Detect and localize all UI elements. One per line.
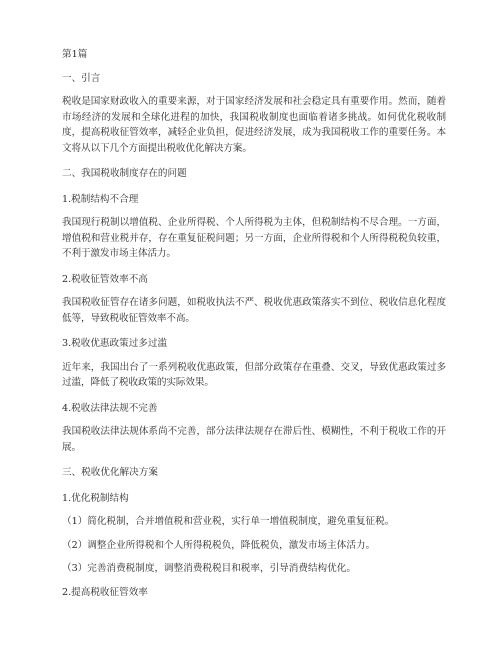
- problem-4-title: 4.税收法律法规不完善: [62, 402, 158, 414]
- document-page: [62, 47, 446, 600]
- page-label: 第1篇: [62, 49, 88, 60]
- solution-1-title: 1.优化税制结构: [62, 492, 129, 504]
- section-heading-problems: 二、我国税收制度存在的问题: [62, 168, 187, 179]
- solution-1-item: （2）调整企业所得税和个人所得税税负，降低税负，激发市场主体活力。: [62, 539, 376, 551]
- problem-3-paragraph: 近年来，我国出台了一系列税收优惠政策，但部分政策存在重叠、交叉，导致优惠政策过多过滥，降低了税收政策的实际效果。: [62, 361, 446, 388]
- section-heading-intro: 一、引言: [62, 72, 101, 84]
- problem-2-title: 2.税收征管效率不高: [62, 273, 148, 285]
- problem-1-paragraph: 我国现行税制以增值税、企业所得税、个人所得税为主体，但税制结构不尽合理。一方面，增值税和营业税并存，存在重复征税问题；另一方面，企业所得税和个人所得税税负较重，不利于激发市场主体活力。: [62, 217, 446, 259]
- problem-4-paragraph: 我国税收法律法规体系尚不完善，部分法律法规存在滞后性、模糊性，不利于税收工作的开展。: [62, 426, 446, 453]
- solution-1-item: （3）完善消费税制度，调整消费税税目和税率，引导消费结构优化。: [62, 563, 356, 574]
- intro-paragraph: 税收是国家财政收入的重要来源，对于国家经济发展和社会稳定具有重要作用。然而，随着市场经济的发展和全球化进程的加快，我国税收制度也面临着诸多挑战。如何优化税收制度，提高税收征管效率，减轻企业负担，促进经济发展，成为我国税收工作的重要任务。本文将从以下几个方面提出税收优化解决方案。: [62, 96, 446, 154]
- problem-1-title: 1.税制结构不合理: [62, 193, 139, 205]
- solution-2-title: 2.提高税收征管效率: [62, 586, 148, 598]
- problem-2-paragraph: 我国税收征管存在诸多问题，如税收执法不严、税收优惠政策落实不到位、税收信息化程度低等，导致税收征管效率不高。: [62, 297, 446, 324]
- section-heading-solutions: 三、税收优化解决方案: [62, 467, 158, 478]
- solution-1-item: （1）简化税制，合并增值税和营业税，实行单一增值税制度，避免重复征税。: [62, 516, 395, 527]
- problem-3-title: 3.税收优惠政策过多过滥: [62, 338, 168, 349]
